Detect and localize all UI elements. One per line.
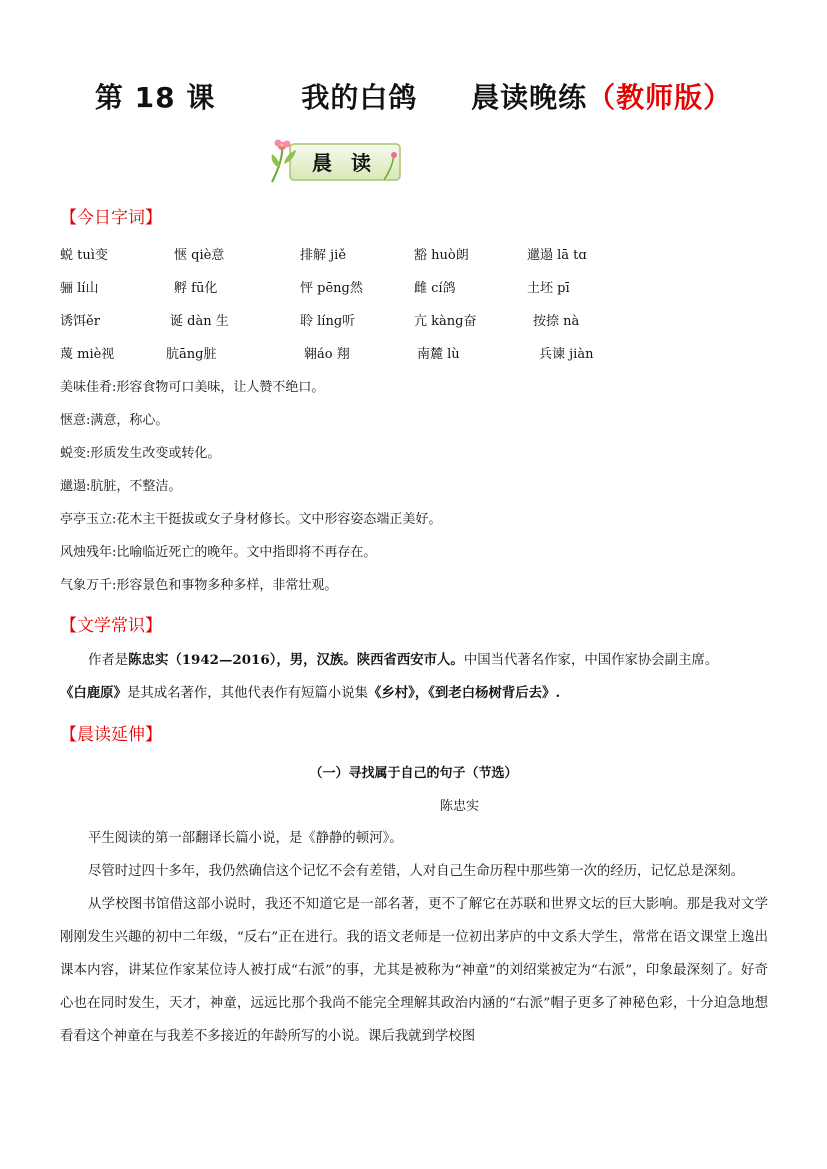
article-paragraph: 平生阅读的第一部翻译长篇小说，是《静静的顿河》。 (88, 831, 403, 846)
flower-icon (275, 140, 291, 151)
definition-item: 亭亭玉立:花木主干挺拔或女子身材修长。文中形容姿态端正美好。 (60, 512, 442, 527)
lesson-title: 我的白鸽 (301, 81, 418, 114)
lit-text: 作者是 (88, 653, 129, 668)
vocab-item: 翱áo 翔 (304, 347, 350, 362)
lit-bold: 陈忠实（1942—2016），男，汉族。陕西省西安市人。 (128, 652, 464, 668)
vocab-item: 惬 qiè意 (174, 248, 225, 263)
definition-item: 蜕变:形质发生改变或转化。 (60, 446, 221, 461)
vocab-item: 蔑 miè视 (60, 347, 115, 362)
badge-label: 晨 读 (312, 151, 377, 175)
vocab-item: 肮ānɡ脏 (166, 347, 217, 362)
definition-item: 惬意:满意，称心。 (60, 413, 169, 428)
vocab-item: 邋遢 lā tɑ (527, 248, 587, 263)
vocab-item: 南麓 lù (417, 347, 460, 362)
vocab-item: 豁 huò朗 (414, 248, 469, 263)
vocab-item: 诱饵ěr (60, 314, 100, 329)
vocab-item: 骊 lí山 (60, 281, 99, 296)
vocab-item: 亢 kànɡ奋 (414, 314, 477, 329)
definition-item: 邋遢:肮脏，不整洁。 (60, 479, 182, 494)
definition-item: 风烛残年:比喻临近死亡的晚年。文中指即将不再存在。 (60, 545, 377, 560)
article-paragraph: 尽管时过四十多年，我仍然确信这个记忆不会有差错，人对自己生命历程中那些第一次的经历，记忆总是深刻。 (88, 864, 745, 879)
practice-label: 晨读晚练 (471, 81, 588, 114)
lesson-number: 第 18 课 (94, 81, 216, 114)
vocab-item: 兵谏 jiàn (539, 347, 594, 362)
vocab-item: 雌 cí鸽 (414, 281, 456, 296)
vocab-item: 怦 pēnɡ然 (300, 281, 363, 296)
section-vocab: 【今日字词】 (60, 208, 162, 228)
vocab-item: 孵 fū化 (174, 281, 218, 296)
vocab-item: 蜕 tuì变 (60, 248, 108, 263)
definition-item: 美味佳肴:形容食物可口美味，让人赞不绝口。 (60, 380, 325, 395)
lit-bold: 《乡村》，《到老白杨树背后去》. (367, 685, 561, 701)
literature-paragraph (60, 644, 768, 710)
lit-text: 中国当代著名作家，中国作家协会副主席。 (463, 653, 719, 668)
vocab-item: 按捺 nà (533, 314, 580, 329)
edition-label: （教师版） (587, 81, 733, 114)
vocab-item: 诞 dàn 生 (170, 314, 229, 329)
vocab-item: 土坯 pī (527, 281, 570, 296)
lit-text: 是其成名著作，其他代表作有短篇小说集 (126, 686, 368, 701)
vocab-item: 排解 jiě (300, 248, 347, 263)
section-literature: 【文学常识】 (60, 616, 162, 636)
page-title (0, 76, 827, 116)
lit-bold: 《白鹿原》 (60, 685, 127, 701)
section-extension: 【晨读延伸】 (60, 725, 162, 745)
vocab-item: 聆 línɡ听 (300, 314, 356, 329)
article-paragraph: 从学校图书馆借这部小说时，我还不知道它是一部名著，更不了解它在苏联和世界文坛的巨大影响。那是我对文学刚刚发生兴趣的初中二年级，“反右”正在进行。我的语文老师是一位初出茅庐的中文系大学生，常常在语文课堂上逸出课本内容，讲某位作家某位诗人被打成“右派”的事，尤其是被称为“神童”的刘绍棠被定为“右派”，印象最深刻了。好奇心也在同时发生，天才，神童，远远比那个我尚不能完全理解其政治内涵的“右派”帽子更多了神秘色彩，十分迫急地想看看这个神童在与我差不多接近的年龄所写的小说。课后我就到学校图 (60, 897, 768, 1044)
article-body (60, 822, 768, 1053)
article-title: （一）寻找属于自己的句子（节选） (309, 766, 518, 781)
definition-item: 气象万千:形容景色和事物多种多样，非常壮观。 (60, 578, 338, 593)
article-author: 陈忠实 (440, 799, 480, 814)
